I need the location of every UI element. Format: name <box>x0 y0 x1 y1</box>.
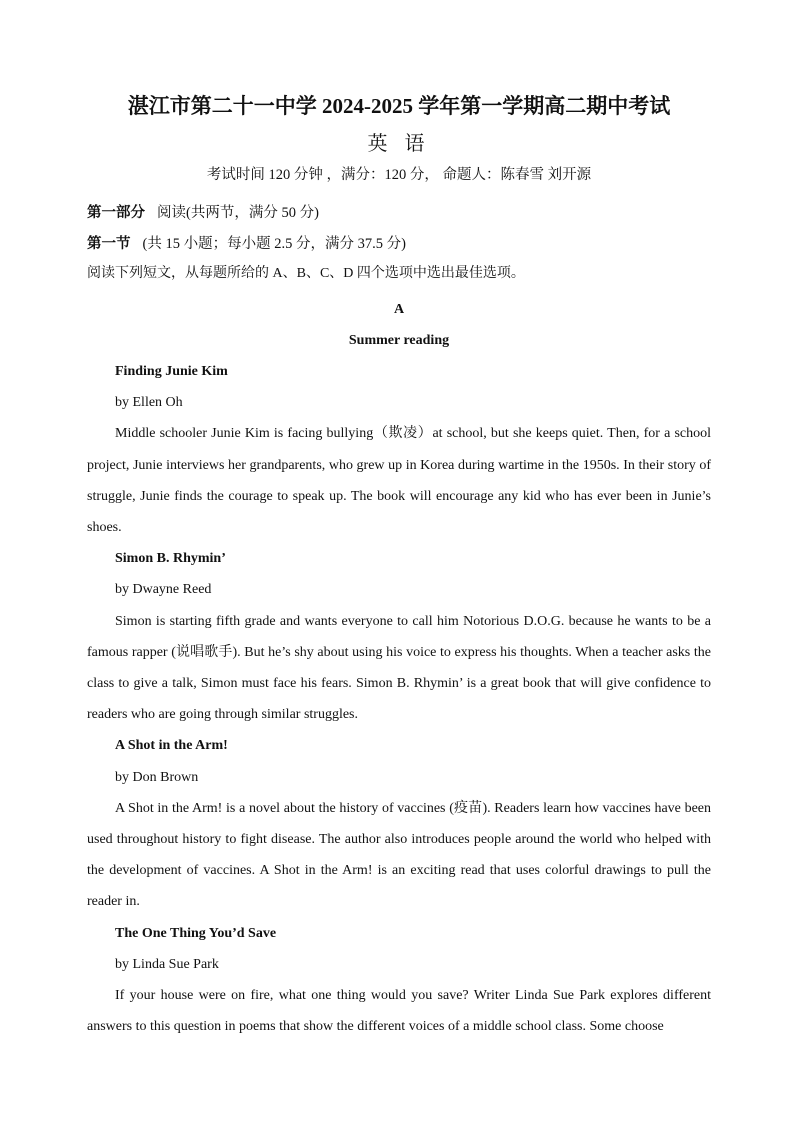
part-one-heading <box>87 198 711 229</box>
book-entry <box>87 918 711 1043</box>
book-title: Finding Junie Kim <box>115 364 228 379</box>
book-title: The One Thing You’d Save <box>115 925 277 941</box>
exam-title: 湛江市第二十一中学 2024-2025 学年第一学期高二期中考试 <box>127 94 671 118</box>
book-entry <box>87 356 711 543</box>
exam-page <box>87 86 711 1042</box>
section-one-heading <box>87 229 711 260</box>
book-title: Simon B. Rhymin’ <box>115 551 226 567</box>
book-entry <box>87 543 711 730</box>
part-one-text: 阅读(共两节，满分 50 分) <box>157 205 319 221</box>
instruction: 阅读下列短文，从每题所给的 A、B、C、D 四个选项中选出最佳选项。 <box>87 266 525 281</box>
book-description: Middle schooler Junie Kim is facing bullying（欺凌）at school, but she keeps quiet. Then, for a school project, Junie interviews her grandparents, who grew up in Korea during wartime in the 1950s. In their story of struggle, Junie finds the courage to speak up. The book will encourage any kid who has ever been in Junie’s shoes. <box>87 426 711 536</box>
book-description: Simon is starting fifth grade and wants everyone to call him Notorious D.O.G. because he wants to be a famous rapper (说唱歌手). But he’s shy about using his voice to express his thoughts. When a teacher asks the class to give a talk, Simon must face his fears. Simon B. Rhymin’ is a great book that will give confidence to readers who are going through similar struggles. <box>87 613 711 723</box>
exam-meta: 考试时间 120 分钟 ，满分：120 分， 命题人：陈春雪 刘开源 <box>206 167 592 183</box>
subject-title: 英 语 <box>367 133 431 155</box>
book-author: by Dwayne Reed <box>115 582 212 598</box>
book-author: by Ellen Oh <box>115 395 183 411</box>
book-description: If your house were on fire, what one thing would you save? Writer Linda Sue Park explores different answers to this question in poems that show the different voices of a middle school class. Some choose <box>87 988 711 1035</box>
book-author: by Don Brown <box>115 769 199 785</box>
passage-letter: A <box>393 302 405 317</box>
section-one-label: 第一节 <box>87 236 131 252</box>
part-one-label: 第一部分 <box>87 205 145 221</box>
book-entry <box>87 730 711 917</box>
book-description: A Shot in the Arm! is a novel about the history of vaccines (疫苗). Readers learn how vaccines have been used throughout history to fight disease. The author also introduces people around the world who helped with the development of vaccines. A Shot in the Arm! is an exciting read that uses colorful drawings to pull the reader in. <box>87 800 711 910</box>
book-author: by Linda Sue Park <box>115 956 219 972</box>
book-title: A Shot in the Arm! <box>115 738 228 754</box>
passage-heading: Summer reading <box>348 333 450 348</box>
section-one-text: (共 15 小题；每小题 2.5 分，满分 37.5 分) <box>142 236 406 252</box>
